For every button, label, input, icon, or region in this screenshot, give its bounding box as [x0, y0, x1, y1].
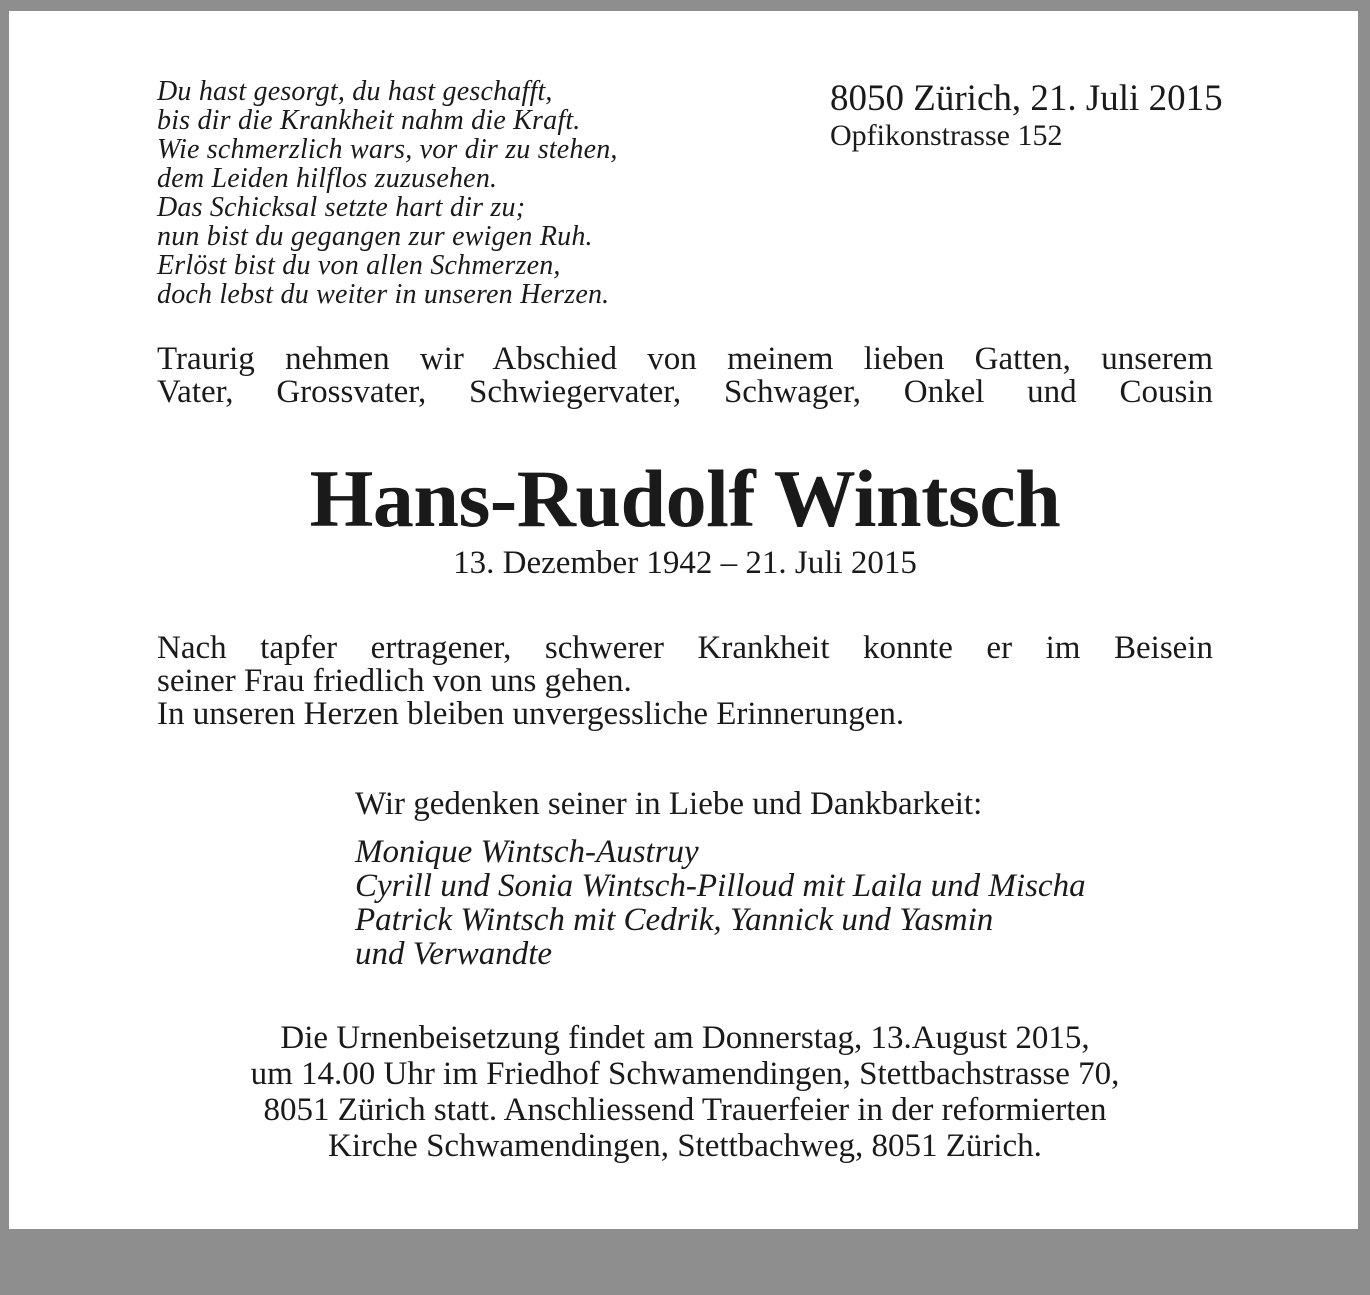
poem-line: nun bist du gegangen zur ewigen Ruh.: [157, 221, 593, 252]
condolence-line: seiner Frau friedlich von uns gehen.: [157, 663, 632, 699]
intro-text: [157, 343, 1213, 409]
intro-line: Vater, Grossvater, Schwiegervater, Schwager, Onkel und Cousin: [157, 374, 1213, 410]
street-address: Opfikonstrasse 152: [830, 119, 1063, 152]
top-row: [157, 76, 1223, 310]
deceased-name: Hans-Rudolf Wintsch: [309, 453, 1061, 544]
poem-line: dem Leiden hilflos zuzusehen.: [157, 163, 498, 194]
mourner-name: und Verwandte: [355, 936, 553, 972]
poem-line: Wie schmerzlich wars, vor dir zu stehen,: [157, 134, 618, 165]
city-date: 8050 Zürich, 21. Juli 2015: [830, 78, 1223, 119]
condolence-text: [157, 632, 1213, 731]
notice-content: [9, 77, 1358, 1295]
condolence-line: Nach tapfer ertragener, schwerer Krankheit konnte er im Beisein: [157, 630, 1213, 666]
mourner-name: Patrick Wintsch mit Cedrik, Yannick und Yasmin: [355, 902, 994, 938]
poem-line: Du hast gesorgt, du hast geschafft,: [157, 76, 553, 107]
mourner-name: Cyrill und Sonia Wintsch-Pilloud mit Laila und Mischa: [355, 868, 1086, 904]
poem-line: doch lebst du weiter in unseren Herzen.: [157, 279, 610, 310]
notice-page: [9, 11, 1358, 1229]
funeral-line: 8051 Zürich statt. Anschliessend Trauerfeier in der reformierten: [263, 1092, 1107, 1128]
intro-line: Traurig nehmen wir Abschied von meinem lieben Gatten, unserem: [157, 341, 1213, 377]
funeral-line: um 14.00 Uhr im Friedhof Schwamendingen, Stettbachstrasse 70,: [250, 1056, 1120, 1092]
funeral-line: Kirche Schwamendingen, Stettbachweg, 8051 Zürich.: [328, 1128, 1042, 1164]
remembrance-section: [157, 788, 1213, 971]
remembrance-heading: Wir gedenken seiner in Liebe und Dankbarkeit:: [355, 786, 983, 822]
life-dates: 13. Dezember 1942 – 21. Juli 2015: [453, 545, 917, 581]
mourner-list: [355, 835, 1213, 971]
poem-line: Das Schicksal setzte hart dir zu;: [157, 192, 526, 223]
mourner-name: Monique Wintsch-Austruy: [355, 834, 699, 870]
funeral-details: [157, 1020, 1213, 1164]
dateline: [830, 79, 1223, 153]
condolence-line: In unseren Herzen bleiben unvergessliche Erinnerungen.: [157, 696, 905, 732]
poem-line: Erlöst bist du von allen Schmerzen,: [157, 250, 561, 281]
poem-line: bis dir die Krankheit nahm die Kraft.: [157, 105, 581, 136]
funeral-line: Die Urnenbeisetzung findet am Donnerstag, 13.August 2015,: [280, 1020, 1090, 1056]
